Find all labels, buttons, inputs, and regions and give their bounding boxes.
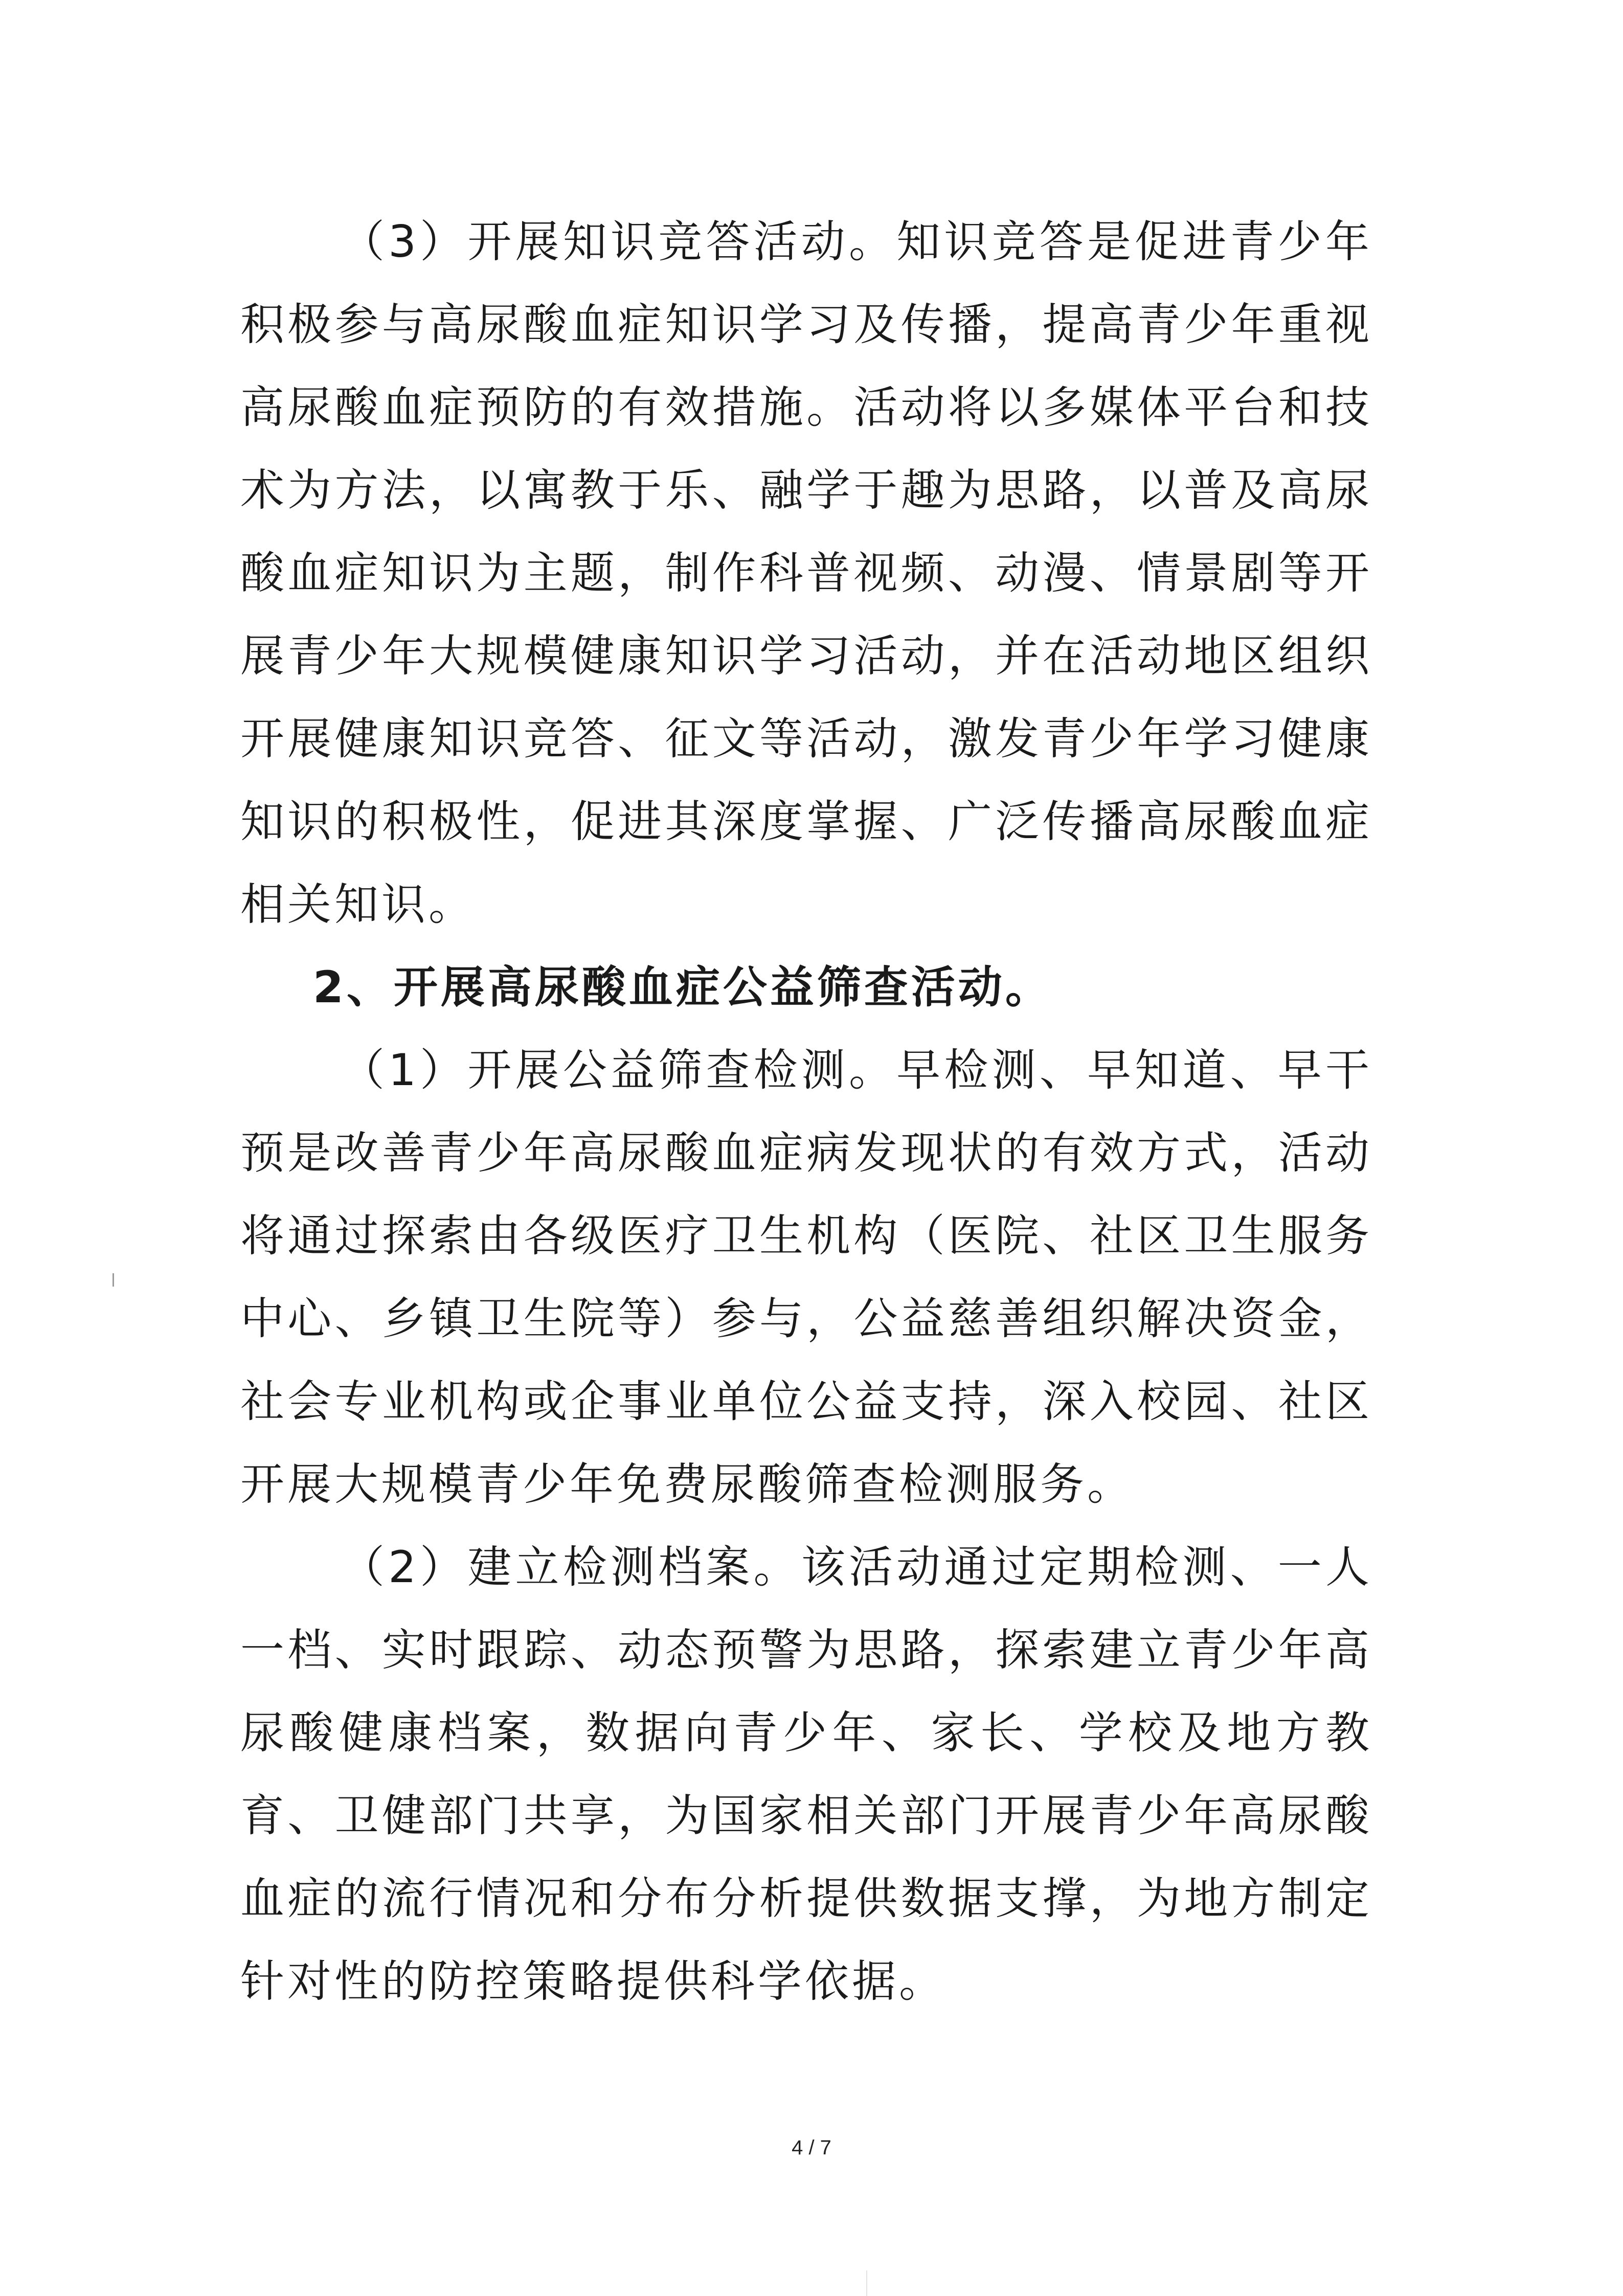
paragraph-knowledge-quiz: （3）开展知识竞答活动。知识竞答是促进青少年积极参与高尿酸血症知识学习及传播，提高青少年重视高尿酸血症预防的有效措施。活动将以多媒体平台和技术为方法，以寓教于乐、融学于趣为思路，以普及高尿酸血症知识为主题，制作科普视频、动漫、情景剧等开展青少年大规模健康知识学习活动，并在活动地区组织开展健康知识竞答、征文等活动，激发青少年学习健康知识的积极性，促进其深度掌握、广泛传播高尿酸血症相关知识。 xyxy=(240,216,1372,930)
page-number: 4 / 7 xyxy=(792,2136,831,2159)
paragraph-public-screening: （1）开展公益筛查检测。早检测、早知道、早干预是改善青少年高尿酸血症病发现状的有效方式，活动将通过探索由各级医疗卫生机构（医院、社区卫生服务中心、乡镇卫生院等）参与，公益慈善组织解决资金，社会专业机构或企事业单位公益支持，深入校园、社区开展大规模青少年免费尿酸筛查检测服务。 xyxy=(240,1045,1372,1510)
section-heading-screening: 2、开展高尿酸血症公益筛查活动。 xyxy=(313,962,1052,1013)
scan-artifact-mark xyxy=(112,1273,114,1287)
paragraph-testing-records: （2）建立检测档案。该活动通过定期检测、一人一档、实时跟踪、动态预警为思路，探索建立青少年高尿酸健康档案，数据向青少年、家长、学校及地方教育、卫健部门共享，为国家相关部门开展青少年高尿酸血症的流行情况和分布分析提供数据支撑，为地方制定针对性的防控策略提供科学依据。 xyxy=(240,1542,1372,2007)
document-body xyxy=(240,200,1372,2023)
scan-artifact-edge xyxy=(866,2270,867,2296)
